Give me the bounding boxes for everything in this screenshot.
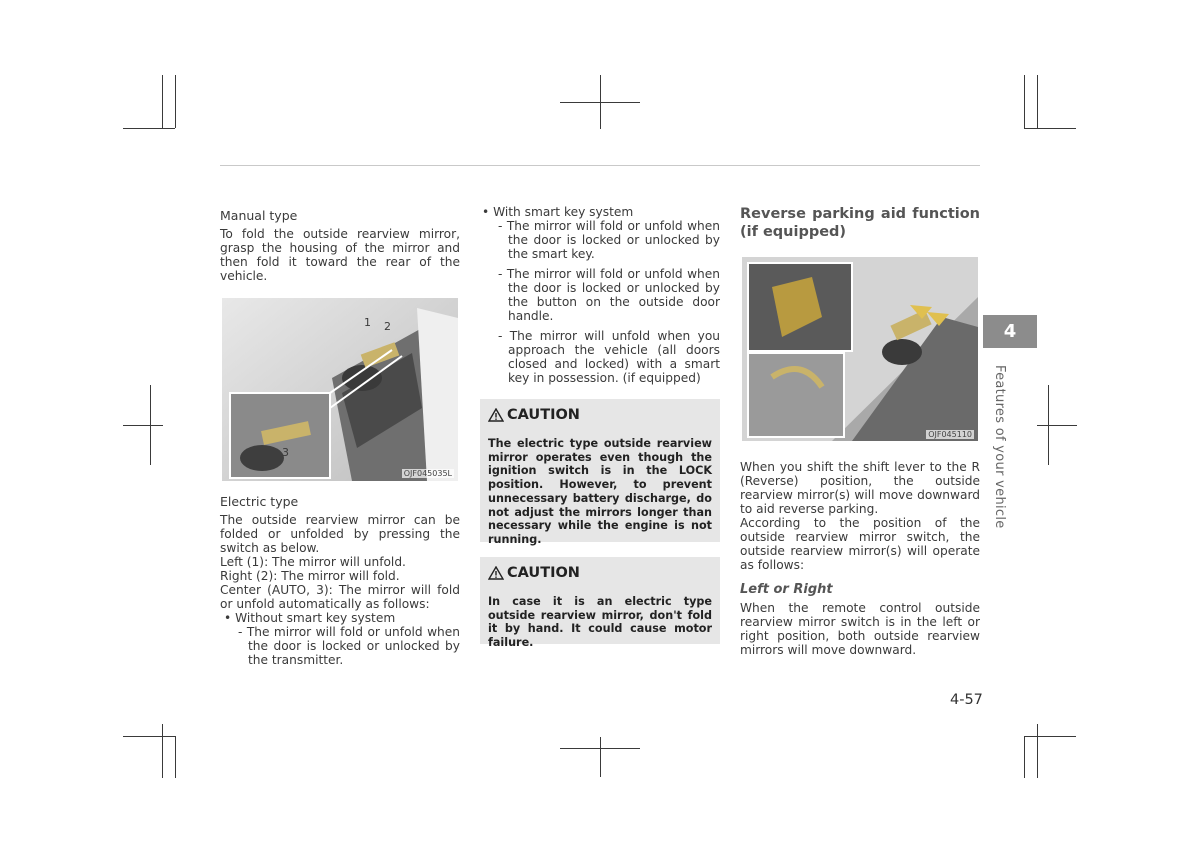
caution-title-2 (488, 565, 712, 581)
callout-3: 3 (282, 446, 289, 459)
center-switch-line (220, 583, 460, 611)
crop-mark (123, 425, 163, 426)
crop-mark (1024, 75, 1025, 128)
left-label: Left (1): (220, 555, 269, 569)
reverse-parking-figure (742, 257, 978, 441)
header-rule (220, 165, 980, 166)
manual-type-text: To fold the outside rearview mirror, grasp the housing of the mirror and then fold it toward the rear of the vehicle. (220, 227, 460, 283)
left-column-lower (220, 495, 460, 667)
reverse-para-3: When the remote control outside rearview mirror switch is in the left or right position, both outside rearview mirrors will move downward. (740, 601, 980, 657)
crop-mark (150, 385, 151, 465)
chapter-tab (983, 315, 1037, 348)
caution-text-1: The electric type outside rearview mirror operates even though the ignition switch is in the LOCK position. However, to prevent unnecessary battery discharge, do not adjust the mirrors longer than necessary while the engine is not running. (488, 437, 712, 546)
left-column (220, 209, 460, 283)
center-label: Center (AUTO, 3): (220, 583, 333, 597)
caution-box-2 (480, 557, 720, 650)
crop-mark (1024, 736, 1025, 778)
figure-code: OJF045110 (928, 430, 972, 439)
crop-mark (162, 724, 163, 778)
crop-mark (123, 128, 175, 129)
crop-mark (1024, 736, 1076, 737)
crop-mark (1037, 75, 1038, 128)
smart-key-dash-2: - The mirror will fold or unfold when the door is locked or unlocked by the button on the outside door handle. (498, 267, 720, 323)
right-column-body (740, 460, 980, 657)
crop-mark (600, 75, 601, 129)
crop-mark (123, 736, 175, 737)
callout-2: 2 (384, 320, 391, 333)
figure-code: OJF045035L (403, 469, 452, 478)
crop-mark (600, 737, 601, 777)
crop-mark (1024, 128, 1076, 129)
caution-title-1-text: CAUTION (507, 407, 580, 423)
reverse-para-2: According to the position of the outside rearview mirror switch, the outside rearview mirror(s) will operate as follows: (740, 516, 980, 572)
crop-mark (175, 736, 176, 778)
center-text: The mirror will fold or unfold automatically as follows: (220, 583, 460, 611)
caution-text-2: In case it is an electric type outside rearview mirror, don't fold it by hand. It could cause motor failure. (488, 595, 712, 650)
left-text: The mirror will unfold. (268, 555, 406, 569)
crop-mark (175, 75, 176, 128)
without-smart-key-dash: - The mirror will fold or unfold when the door is locked or unlocked by the transmitter. (238, 625, 460, 667)
smart-key-dash-1: - The mirror will fold or unfold when the door is locked or unlocked by the smart key. (498, 219, 720, 261)
chapter-number: 4 (1003, 321, 1017, 342)
warning-icon (488, 408, 504, 422)
smart-key-dash-3: - The mirror will unfold when you approach the vehicle (all doors closed and locked) with a smart key in possession. (if equipped) (498, 329, 720, 385)
callout-1: 1 (364, 316, 371, 329)
caution-title-2-text: CAUTION (507, 565, 580, 581)
caution-box-1 (480, 399, 720, 546)
left-switch-line (220, 555, 460, 569)
page-number: 4-57 (950, 692, 983, 708)
bullet-with-smart-key: • With smart key system (482, 205, 634, 219)
electric-type-heading: Electric type (220, 494, 299, 509)
reverse-para-1: When you shift the shift lever to the R (Reverse) position, the outside rearview mirror(s) will move downward to aid reverse parking. (740, 460, 980, 516)
middle-column (482, 205, 720, 385)
crop-mark (1048, 385, 1049, 465)
right-switch-line (220, 569, 460, 583)
mirror-switch-figure (222, 298, 458, 481)
electric-type-text: The outside rearview mirror can be folded or unfolded by pressing the switch as below. (220, 513, 460, 555)
right-label: Right (2): (220, 569, 278, 583)
left-or-right-heading: Left or Right (740, 582, 833, 597)
crop-mark (1037, 724, 1038, 778)
manual-type-heading: Manual type (220, 208, 298, 223)
right-column-heading (740, 205, 980, 241)
crop-mark (1037, 425, 1077, 426)
reverse-parking-heading: Reverse parking aid function (if equipped) (740, 206, 980, 240)
right-text: The mirror will fold. (277, 569, 400, 583)
reverse-parking-illustration (742, 257, 978, 441)
mirror-switch-illustration (222, 298, 458, 481)
bullet-without-smart-key: • Without smart key system (224, 611, 396, 625)
crop-mark (162, 75, 163, 128)
chapter-label: Features of your vehicle (992, 365, 1007, 529)
caution-title-1 (488, 407, 712, 423)
warning-icon (488, 566, 504, 580)
